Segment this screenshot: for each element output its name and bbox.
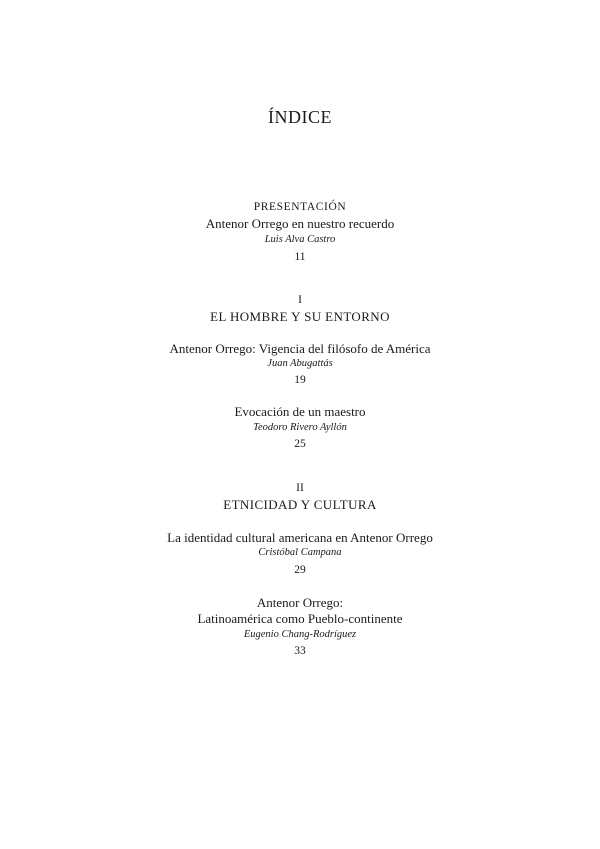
entry-1-page-number: 19 xyxy=(294,374,306,386)
section-2-roman: II xyxy=(296,482,304,494)
entry-1-author: Juan Abugattás xyxy=(267,358,333,369)
entry-3-work-title: La identidad cultural americana en Antenor Orrego xyxy=(167,530,433,545)
entry-2-author: Teodoro Rivero Ayllón xyxy=(253,422,347,433)
entry-1-work-title: Antenor Orrego: Vigencia del filósofo de América xyxy=(169,341,431,356)
entry-4-work-title-line-2: Latinoamérica como Pueblo-continente xyxy=(197,611,403,626)
entry-4-page-number: 33 xyxy=(294,645,306,657)
page-title: ÍNDICE xyxy=(268,107,332,127)
entry-2-work-title: Evocación de un maestro xyxy=(234,404,366,419)
entry-2-page-number: 25 xyxy=(294,438,306,450)
section-1-title: EL HOMBRE Y SU ENTORNO xyxy=(210,309,390,324)
presentation-author: Luis Alva Castro xyxy=(264,234,336,245)
entry-3-author: Cristóbal Campana xyxy=(258,547,342,558)
entry-3-page-number: 29 xyxy=(294,564,306,576)
presentation-work-title: Antenor Orrego en nuestro recuerdo xyxy=(205,216,395,231)
presentation-page-number: 11 xyxy=(294,251,306,263)
entry-4-author: Eugenio Chang-Rodríguez xyxy=(243,629,357,640)
presentation-heading: PRESENTACIÓN xyxy=(253,201,347,213)
section-2-title: ETNICIDAD Y CULTURA xyxy=(223,497,377,512)
section-1-roman: I xyxy=(298,294,302,306)
entry-4-work-title-line-1: Antenor Orrego: xyxy=(256,595,344,610)
